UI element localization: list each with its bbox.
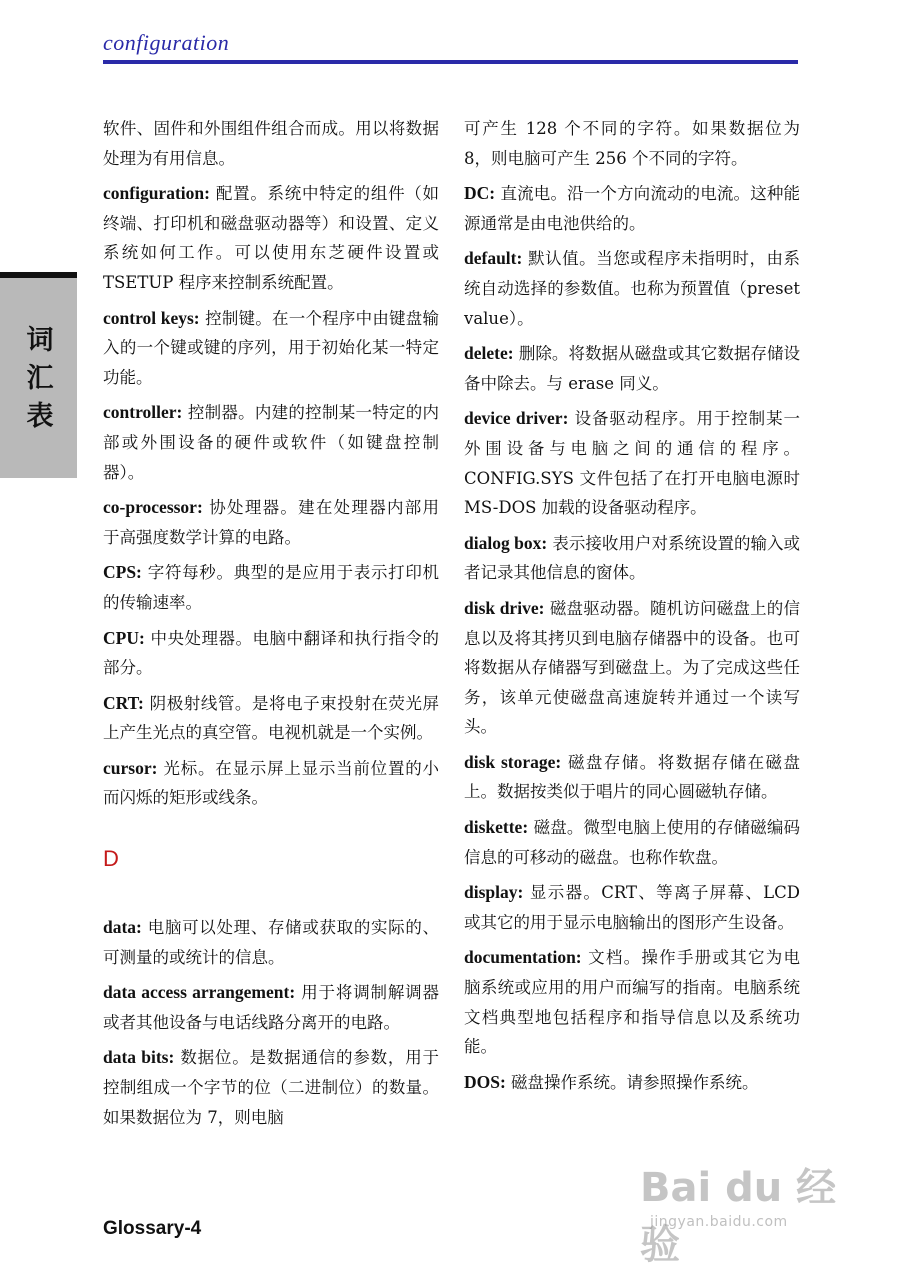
glossary-term: data bits: [103, 1047, 175, 1068]
glossary-term: control keys: [103, 307, 200, 328]
page-label: Glossary-4 [103, 1218, 202, 1239]
glossary-definition: 数据位。是数据通信的参数，用于控制组成一个字节的位（二进制位）的数量。如果数据位为 7，则电脑 [103, 1048, 439, 1127]
glossary-definition: 表示接收用户对系统设置的输入或者记录其他信息的窗体。 [464, 533, 800, 583]
glossary-entry [103, 558, 439, 617]
glossary-definition: 字符每秒。典型的是应用于表示打印机的传输速率。 [103, 563, 439, 612]
glossary-definition: 电脑可以处理、存储或获取的实际的、可测量的或统计的信息。 [103, 918, 439, 967]
glossary-entry [464, 813, 800, 872]
glossary-term: DOS: [464, 1071, 506, 1092]
glossary-entry [103, 304, 439, 393]
continuation-text: 可产生 128 个不同的字符。如果数据位为 8，则电脑可产生 256 个不同的字符。 [464, 119, 800, 168]
glossary-term: documentation: [464, 947, 582, 968]
glossary-term: device driver: [464, 408, 569, 429]
glossary-entry [103, 179, 439, 297]
glossary-entry [464, 179, 800, 238]
glossary-definition: 磁盘驱动器。随机访问磁盘上的信息以及将其拷贝到电脑存储器中的设备。也可将数据从存储器写到磁盘上。为了完成这些任务，该单元使磁盘高速旋转并通过一个读写头。 [464, 598, 800, 737]
glossary-term: dialog box: [464, 532, 548, 553]
glossary-term: data: [103, 917, 142, 938]
glossary-term: CPS: [103, 562, 142, 583]
side-tab [0, 272, 77, 478]
header-rule [103, 60, 798, 64]
glossary-term: delete: [464, 343, 514, 364]
glossary-definition: 用于将调制解调器或者其他设备与电话线路分离开的电路。 [103, 983, 439, 1032]
glossary-term: CRT: [103, 692, 144, 713]
glossary-entry [103, 624, 439, 683]
glossary-definition: 直流电。沿一个方向流动的电流。这种能源通常是由电池供给的。 [464, 184, 800, 233]
glossary-definition: 磁盘。微型电脑上使用的存储磁编码信息的可移动的磁盘。也称作软盘。 [464, 818, 800, 867]
intro-text: 软件、固件和外围组件组合而成。用以将数据处理为有用信息。 [103, 119, 439, 168]
header-title: configuration [103, 30, 230, 55]
glossary-entry [103, 1043, 439, 1132]
glossary-definition: 默认值。当您或程序未指明时，由系统自动选择的参数值。也称为预置值（preset value）。 [464, 249, 800, 328]
watermark-url: jingyan.baidu.com [650, 1214, 788, 1230]
glossary-entry [103, 978, 439, 1037]
glossary-term: controller: [103, 402, 183, 423]
glossary-definition: 控制器。内建的控制某一特定的内部或外围设备的硬件或软件（如键盘控制器）。 [103, 403, 439, 482]
glossary-entry [464, 529, 800, 588]
glossary-term: diskette: [464, 817, 529, 838]
watermark-logo: Bai du 经验 [640, 1165, 837, 1268]
glossary-entry [464, 748, 800, 807]
watermark [640, 1150, 850, 1268]
glossary-term: disk drive: [464, 597, 545, 618]
glossary-definition: 配置。系统中特定的组件（如终端、打印机和磁盘驱动器等）和设置、定义系统如何工作。可以使用东芝硬件设置或 TSETUP 程序来控制系统配置。 [103, 184, 439, 292]
glossary-term: data access arrangement: [103, 982, 296, 1003]
right-column [464, 114, 800, 1103]
glossary-entry [464, 339, 800, 398]
glossary-definition: 控制键。在一个程序中由键盘输入的一个键或键的序列，用于初始化某一特定功能。 [103, 308, 440, 387]
glossary-definition: 显示器。CRT、等离子屏幕、LCD 或其它的用于显示电脑输出的图形产生设备。 [464, 883, 800, 932]
section-letter: D [103, 846, 119, 872]
glossary-definition: 中央处理器。电脑中翻译和执行指令的部分。 [103, 628, 439, 678]
glossary-term: co-processor: [103, 497, 203, 518]
glossary-entry [464, 594, 800, 742]
glossary-term: cursor: [103, 757, 158, 778]
glossary-term: default: [464, 248, 523, 269]
glossary-entry [464, 244, 800, 333]
glossary-definition: 设备驱动程序。用于控制某一外围设备与电脑之间的通信的程序。CONFIG.SYS 文件包括了在打开电脑电源时 MS-DOS 加载的设备驱动程序。 [464, 409, 801, 518]
glossary-term: DC: [464, 183, 496, 204]
glossary-entry [464, 878, 800, 937]
glossary-entry [464, 1068, 800, 1098]
glossary-definition: 磁盘存储。将数据存储在磁盘上。数据按类似于唱片的同心圆磁轨存储。 [464, 752, 801, 802]
glossary-term: CPU: [103, 627, 145, 648]
glossary-term: display: [464, 882, 524, 903]
glossary-entry [103, 689, 439, 748]
glossary-entry [103, 493, 439, 552]
glossary-definition: 删除。将数据从磁盘或其它数据存储设备中除去。与 erase 同义。 [464, 344, 800, 393]
left-entries-before [103, 179, 439, 813]
glossary-entry [103, 398, 439, 487]
side-tab-label: 词 汇 表 [26, 325, 54, 432]
glossary-term: disk storage: [464, 751, 562, 772]
glossary-definition: 阴极射线管。是将电子束投射在荧光屏上产生光点的真空管。电视机就是一个实例。 [103, 693, 439, 743]
left-column [103, 114, 439, 1138]
glossary-entry [103, 913, 439, 972]
glossary-entry [464, 943, 800, 1061]
glossary-definition: 文档。操作手册或其它为电脑系统或应用的用户而编写的指南。电脑系统文档典型地包括程序和指导信息以及系统功能。 [464, 948, 800, 1057]
glossary-definition: 协处理器。建在处理器内部用于高强度数学计算的电路。 [103, 498, 439, 547]
right-entries [464, 179, 800, 1097]
glossary-term: configuration: [103, 183, 210, 204]
left-entries-after [103, 913, 439, 1132]
glossary-definition: 磁盘操作系统。请参照操作系统。 [505, 1072, 759, 1092]
glossary-definition: 光标。在显示屏上显示当前位置的小而闪烁的矩形或线条。 [103, 758, 439, 808]
glossary-entry [103, 754, 439, 813]
glossary-entry [464, 404, 800, 522]
